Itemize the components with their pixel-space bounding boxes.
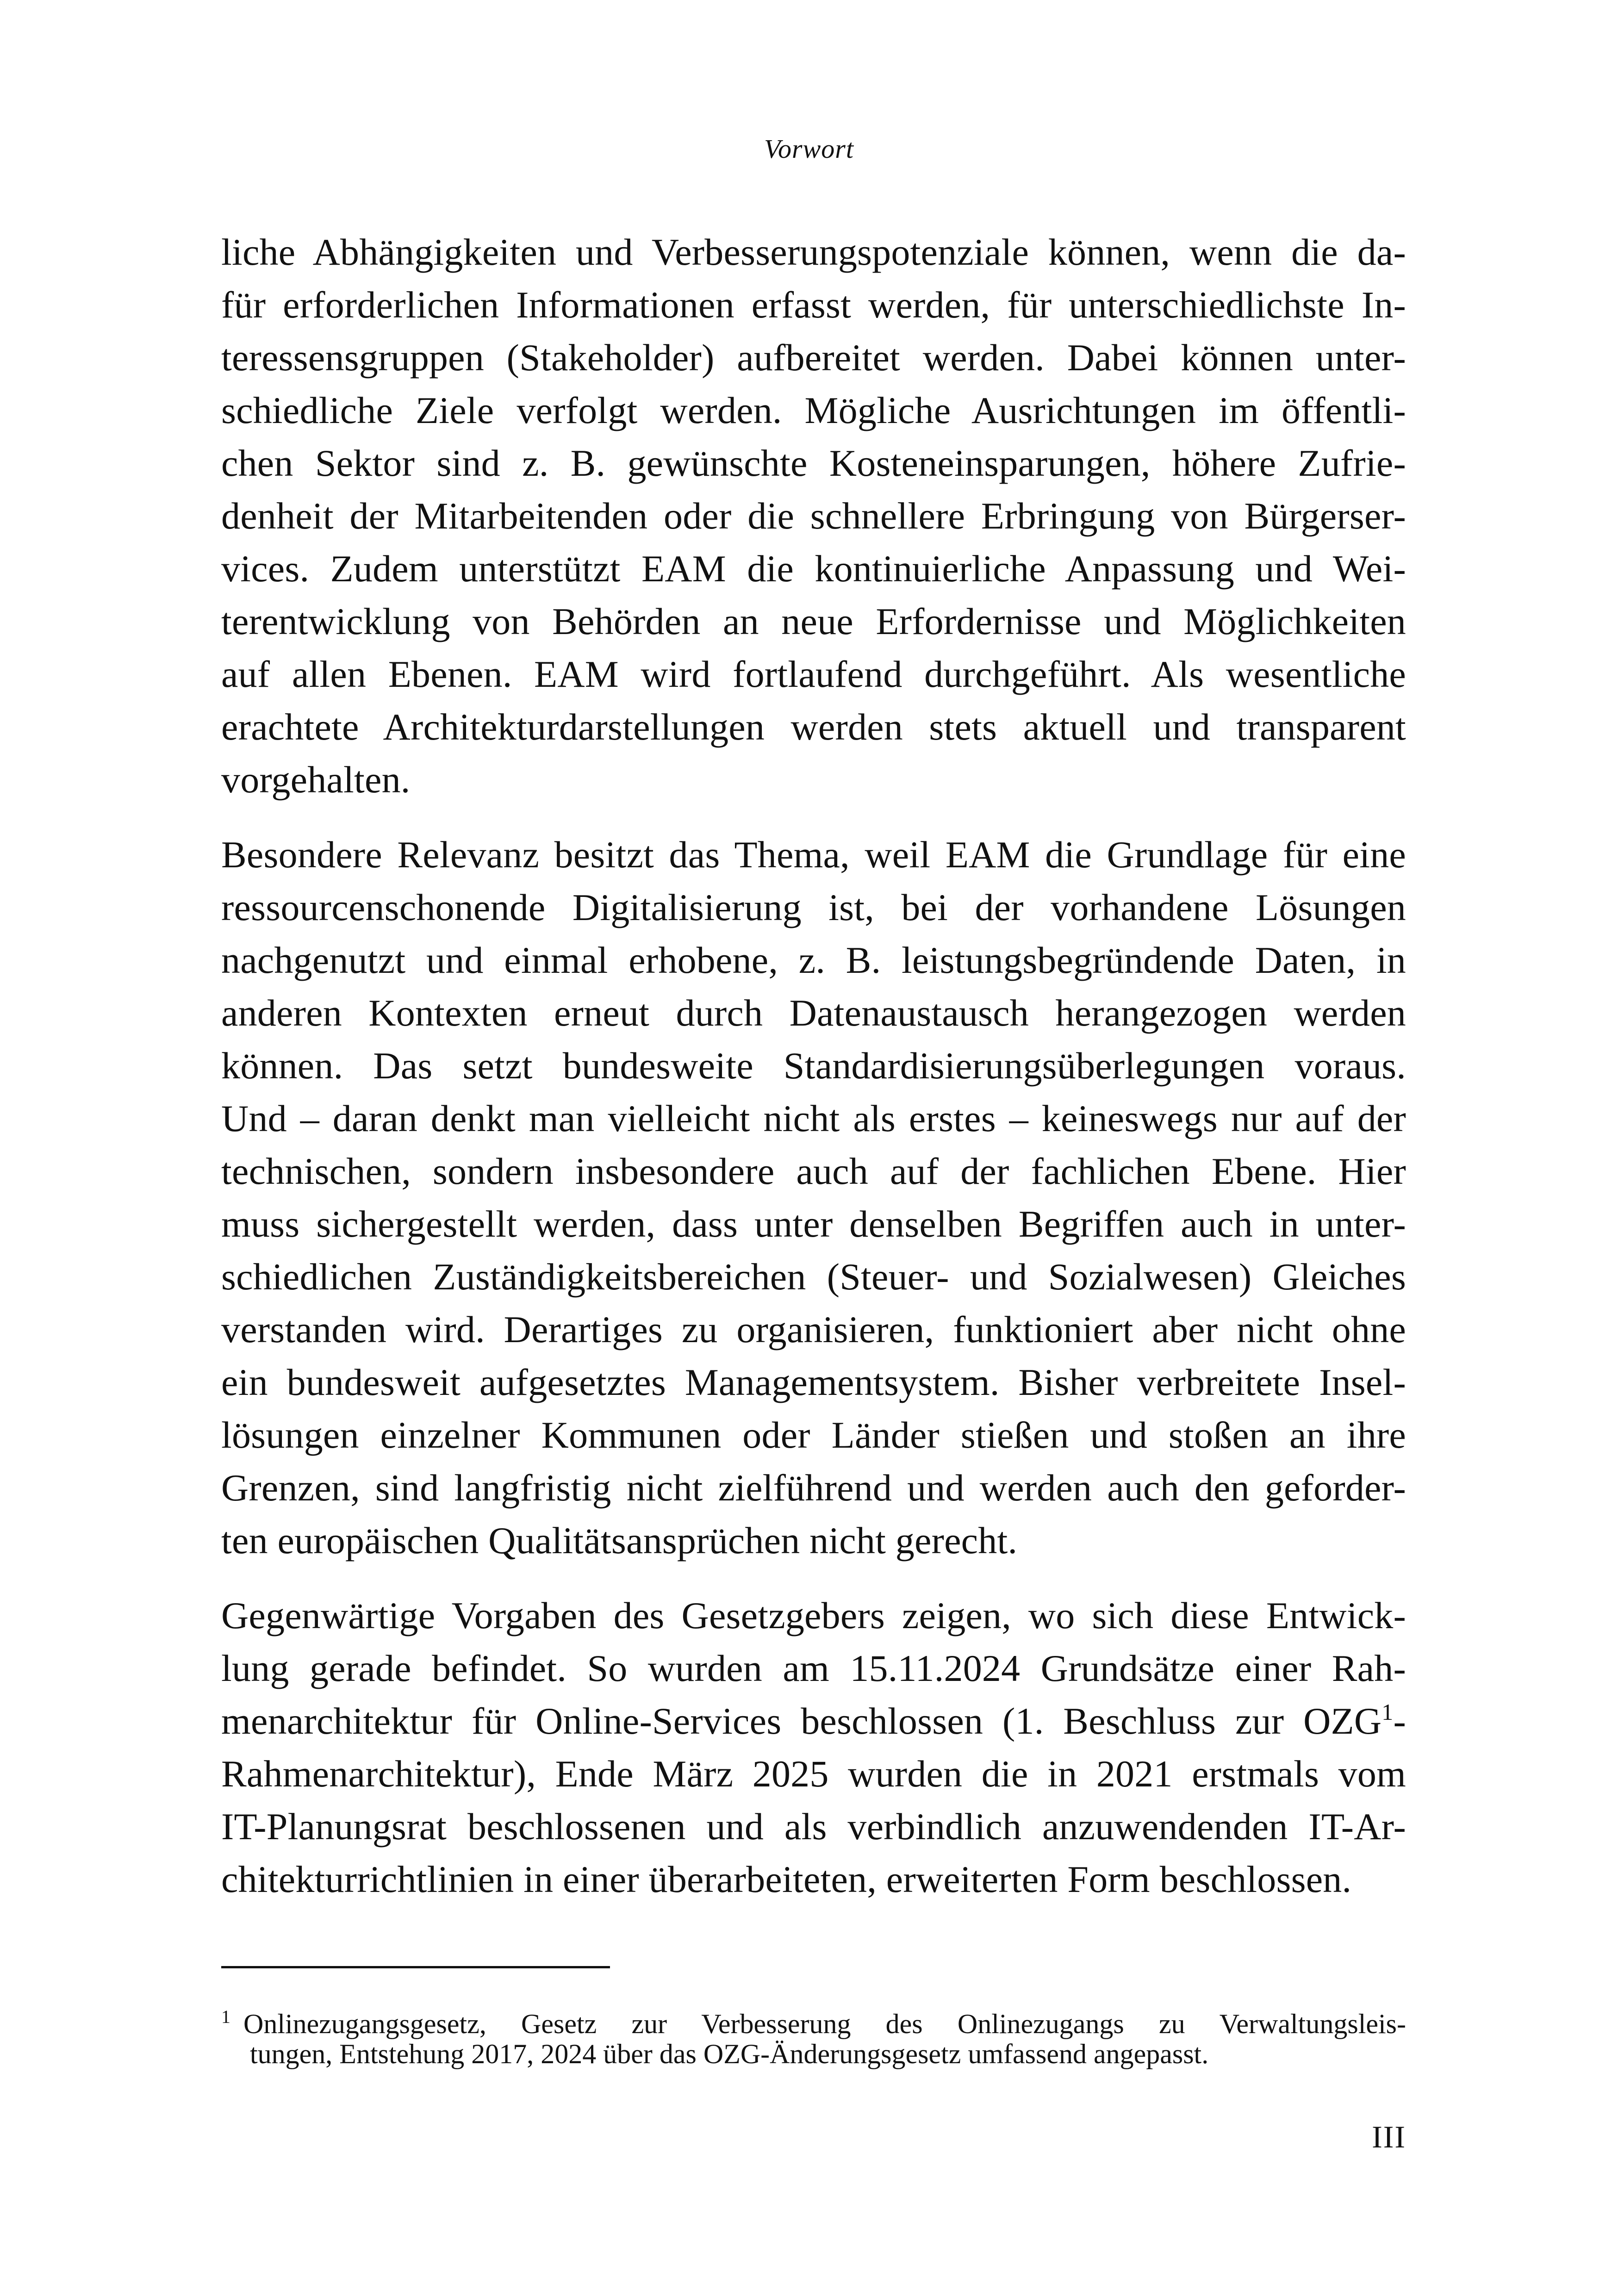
text-line: Und – daran denkt man vielleicht nicht als erstes – keineswegs nur auf der (221, 1097, 1406, 1139)
line-text: menarchitektur für Online-Services beschlossen (1. Beschluss zur OZG (221, 1700, 1382, 1742)
text-line-with-footnote-ref (221, 1695, 1406, 1748)
text-line: vices. Zudem unterstützt EAM die kontinuierliche Anpassung und Wei- (221, 548, 1406, 590)
text-line: können. Das setzt bundesweite Standardisierungsüberlegungen voraus. (221, 1045, 1406, 1087)
text-line: anderen Kontexten erneut durch Datenaustausch herangezogen werden (221, 992, 1406, 1034)
footnotes (221, 1998, 1406, 2072)
text-line: technischen, sondern insbesondere auch auf der fachlichen Ebene. Hier (221, 1150, 1406, 1192)
footnote-marker: 1 (221, 2006, 230, 2027)
text-line: ressourcenschonende Digitalisierung ist, bei der vorhandene Lösungen (221, 886, 1406, 928)
text-line: teressensgruppen (Stakeholder) aufbereitet werden. Dabei können unter- (221, 336, 1406, 379)
footnote-separator (221, 1966, 610, 1968)
paragraph-2 (221, 828, 1406, 1567)
text-line: lung gerade befindet. So wurden am 15.11.2024 Grundsätze einer Rah- (221, 1647, 1406, 1689)
page-number: III (1372, 2119, 1406, 2154)
footnote-1 (221, 1998, 1406, 2072)
text-line: auf allen Ebenen. EAM wird fortlaufend durchgeführt. Als wesentliche (221, 653, 1406, 695)
paragraph-3 (221, 1589, 1406, 1906)
text-line: Besondere Relevanz besitzt das Thema, weil EAM die Grundlage für eine (221, 834, 1406, 876)
text-line: für erforderlichen Informationen erfasst werden, für unterschiedlichste In- (221, 284, 1406, 326)
hyphen: - (1393, 1700, 1406, 1742)
text-line: ten europäischen Qualitätsansprüchen nicht gerecht. (221, 1519, 1018, 1562)
text-line: Rahmenarchitektur), Ende März 2025 wurden die in 2021 erstmals vom (221, 1753, 1406, 1795)
footnote-reference[interactable]: 1 (1382, 1699, 1394, 1725)
text-line: denheit der Mitarbeitenden oder die schnellere Erbringung von Bürgerser- (221, 495, 1406, 537)
text-line: vorgehalten. (221, 759, 411, 801)
text-line: ein bundesweit aufgesetztes Managementsystem. Bisher verbreitete Insel- (221, 1361, 1406, 1403)
text-line: verstanden wird. Derartiges zu organisieren, funktioniert aber nicht ohne (221, 1308, 1406, 1350)
text-line: schiedliche Ziele verfolgt werden. Mögliche Ausrichtungen im öffentli- (221, 389, 1406, 431)
footnote-line: tungen, Entstehung 2017, 2024 über das OZG-Änderungsgesetz umfassend angepasst. (250, 2039, 1209, 2069)
text-line: IT-Planungsrat beschlossenen und als verbindlich anzuwendenden IT-Ar- (221, 1805, 1406, 1848)
text-line: Gegenwärtige Vorgaben des Gesetzgebers zeigen, wo sich diese Entwick- (221, 1594, 1406, 1636)
running-head: Vorwort (764, 134, 854, 164)
text-line: erachtete Architekturdarstellungen werden stets aktuell und transparent (221, 706, 1406, 748)
text-line: schiedlichen Zuständigkeitsbereichen (Steuer- und Sozialwesen) Gleiches (221, 1256, 1406, 1298)
text-line: muss sichergestellt werden, dass unter denselben Begriffen auch in unter- (221, 1203, 1406, 1245)
text-line: Grenzen, sind langfristig nicht zielführend und werden auch den geforder- (221, 1467, 1406, 1509)
footnote-text: Onlinezugangsgesetz, Gesetz zur Verbesserung des Onlinezugangs zu Verwaltungsleis- (243, 2009, 1406, 2039)
paragraph-1 (221, 226, 1406, 806)
text-line: lösungen einzelner Kommunen oder Länder stießen und stoßen an ihre (221, 1414, 1406, 1456)
text-line: nachgenutzt und einmal erhobene, z. B. leistungsbegründende Daten, in (221, 939, 1406, 981)
body-text (221, 226, 1406, 1928)
text-line: chen Sektor sind z. B. gewünschte Kosteneinsparungen, höhere Zufrie- (221, 442, 1406, 484)
text-line: liche Abhängigkeiten und Verbesserungspotenziale können, wenn die da- (221, 231, 1406, 273)
text-line: chitekturrichtlinien in einer überarbeiteten, erweiterten Form beschlossen. (221, 1858, 1352, 1900)
footnote-line (221, 1998, 1406, 2039)
text-line: terentwicklung von Behörden an neue Erfordernisse und Möglichkeiten (221, 600, 1406, 642)
